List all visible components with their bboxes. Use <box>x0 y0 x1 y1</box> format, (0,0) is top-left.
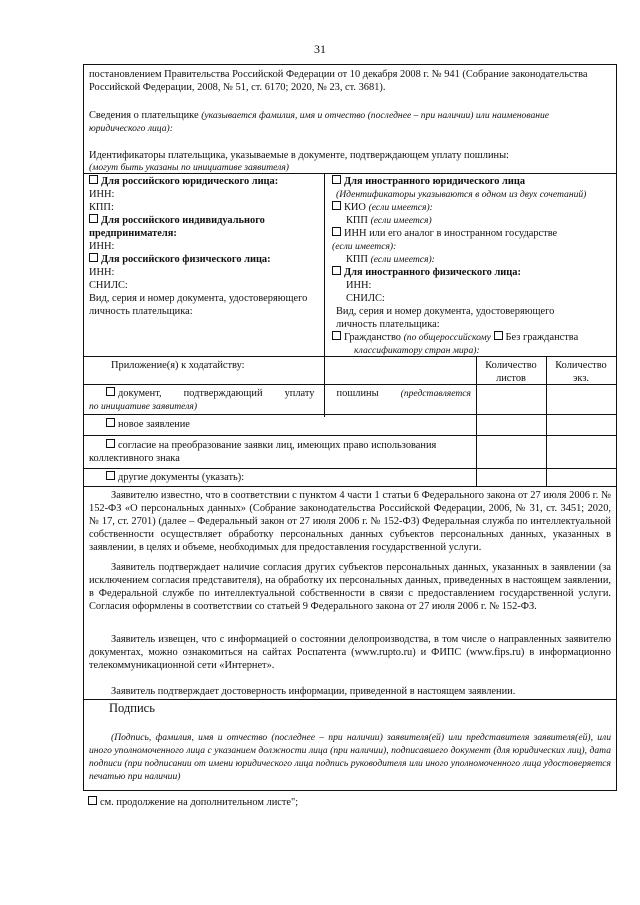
label-kpp-1: КПП: <box>89 202 114 213</box>
paragraph-consent: Заявитель подтверждает наличие согласия других субъектов персональных данных, указанных в заявлении (за исключением согласия представителя), на обработку их персональных данных, приведенных в настоящем заявлении, в Федеральной службе по интеллектуальной собственности в связи с предоставлением государственной услуги. Согласия оформлены в соответствии со статьей 9 Федерального закона от 27 июля 2006 г. № 152-ФЗ. <box>89 562 611 612</box>
identifiers-hint: (могут быть указаны по инициативе заявителя) <box>89 162 289 173</box>
paragraph-personal-data: Заявителю известно, что в соответствии с пунктом 4 части 1 статьи 6 Федерального закона от 27 июля 2006 г. № 152-ФЗ «О персональных данных» (Собрание законодательства Российской Федерации, 2006, № 31, ст. 3451; 2020, № 17, ст. 2701) (далее – Федеральный закон от 27 июля 2006 г. № 152-ФЗ) Федеральная служба по интеллектуальной собственности осуществляет обработку персональных данных субъектов персональных данных, указанных в заявлении, в целях и объеме, необходимых для предоставления государственной услуги. <box>89 490 611 553</box>
label-doc-right-2: личность плательщика: <box>336 319 440 330</box>
label-kpp-right-2: КПП <box>346 254 368 265</box>
classifier-hint: классификатору стран мира): <box>354 345 480 356</box>
row1-d: пошлины <box>336 388 379 399</box>
payer-label: Сведения о плательщике <box>89 110 199 121</box>
col-copies-2: экз. <box>572 373 590 384</box>
kio-hint: (если имеется): <box>368 202 433 213</box>
row3-a: согласие на преобразование заявки лиц, имеющих право использования <box>118 440 437 451</box>
label-kio: КИО <box>344 202 366 213</box>
label-kpp-right: КПП <box>346 215 368 226</box>
checkbox-ru-ip[interactable] <box>89 214 98 223</box>
paragraph-info: Заявитель извещен, что с информацией о состоянии делопроизводства, в том числе о направленных заявителю документах, можно ознакомиться на сайтах Роспатента (www.rupto.ru) и ФИПС (www.fips.ru) в информационно телекоммуникационной сети «Интернет». <box>89 634 611 671</box>
paragraph-confirm: Заявитель подтверждает достоверность информации, приведенной в настоящем заявлении. <box>111 686 516 697</box>
label-foreign-legal: Для иностранного юридического лица <box>344 176 526 187</box>
attachments-header: Приложение(я) к ходатайству: <box>111 360 245 371</box>
label-ru-ip-1: Для российского индивидуального <box>101 215 265 226</box>
label-snils-left: СНИЛС: <box>89 280 128 291</box>
continuation-label: см. продолжение на дополнительном листе"; <box>100 797 299 808</box>
label-ru-ip-2: предпринимателя: <box>89 228 177 239</box>
row2-label: новое заявление <box>118 419 190 430</box>
row4-label: другие документы (указать): <box>118 472 245 483</box>
kpp-right-hint: (если имеется) <box>370 215 432 226</box>
label-inn-1: ИНН: <box>89 189 115 200</box>
attachment-row-1 <box>106 387 471 400</box>
label-citizenship: Гражданство <box>344 332 401 343</box>
col-sheets-1: Количество <box>485 360 537 371</box>
checkbox-attachment-payment[interactable] <box>106 387 115 396</box>
intro-line-1: постановлением Правительства Российской Федерации от 10 декабря 2008 г. № 941 (Собрание законодательства <box>89 69 588 80</box>
row1-c: уплату <box>284 388 315 399</box>
checkbox-kio[interactable] <box>332 201 341 210</box>
inn-abroad-hint: (если имеется): <box>332 241 397 252</box>
label-ru-legal: Для российского юридического лица: <box>101 176 279 187</box>
form-frame <box>83 64 617 791</box>
checkbox-ru-legal[interactable] <box>89 175 98 184</box>
label-ru-phys: Для российского физического лица: <box>101 254 271 265</box>
col-sheets-2: листов <box>496 373 526 384</box>
checkbox-continuation[interactable] <box>88 796 97 805</box>
row3-b: коллективного знака <box>89 453 180 464</box>
row1-f: по инициативе заявителя) <box>89 401 198 412</box>
page-number: 31 <box>314 42 326 56</box>
label-inn-3: ИНН: <box>89 267 115 278</box>
intro-line-2: Российской Федерации, 2008, № 51, ст. 6170; 2020, № 23, ст. 3681). <box>89 82 386 93</box>
label-doc-left-2: личность плательщика: <box>89 306 193 317</box>
signature-hint: (Подпись, фамилия, имя и отчество (последнее – при наличии) заявителя(ей) или представителя заявителя(ей), или иного уполномоченного лица с указанием должности лица (при наличии), подписавшего документ (для юридических лиц), дата подписи (при подписании от имени юридического лица подпись руководителя или иного уполномоченного лица удостоверяется печатью при наличии) <box>89 732 611 782</box>
row1-a: документ, <box>118 388 162 399</box>
checkbox-attachment-consent[interactable] <box>106 439 115 448</box>
label-inn-2: ИНН: <box>89 241 115 252</box>
row1-e: (представляется <box>400 388 471 399</box>
label-inn-right: ИНН: <box>346 280 372 291</box>
checkbox-citizenship[interactable] <box>332 331 341 340</box>
payer-hint: (указывается фамилия, имя и отчество (последнее – при наличии) или наименование <box>201 110 550 121</box>
identifiers-line: Идентификаторы плательщика, указываемые в документе, подтверждающем уплату пошлины: <box>89 150 509 161</box>
citizenship-hint: (по общероссийскому <box>403 332 491 343</box>
signature-title: Подпись <box>109 701 155 715</box>
label-foreign-phys: Для иностранного физического лица: <box>344 267 521 278</box>
foreign-legal-hint: (Идентификаторы указываются в одном из двух сочетаний) <box>336 189 587 200</box>
payer-hint-2: юридического лица): <box>89 123 173 134</box>
checkbox-attachment-new[interactable] <box>106 418 115 427</box>
checkbox-attachment-other[interactable] <box>106 471 115 480</box>
label-inn-abroad: ИНН или его аналог в иностранном государстве <box>344 228 558 239</box>
checkbox-inn-abroad[interactable] <box>332 227 341 236</box>
row1-b: подтверждающий <box>183 388 263 399</box>
label-doc-right-1: Вид, серия и номер документа, удостоверяющего <box>336 306 555 317</box>
checkbox-ru-phys[interactable] <box>89 253 98 262</box>
checkbox-stateless[interactable] <box>494 331 503 340</box>
checkbox-foreign-phys[interactable] <box>332 266 341 275</box>
label-doc-left-1: Вид, серия и номер документа, удостоверяющего <box>89 293 308 304</box>
kpp-right-2-hint: (если имеется): <box>370 254 435 265</box>
label-stateless: Без гражданства <box>505 332 579 343</box>
label-snils-right: СНИЛС: <box>346 293 385 304</box>
column-divider <box>324 173 325 417</box>
col-copies-1: Количество <box>555 360 607 371</box>
checkbox-foreign-legal[interactable] <box>332 175 341 184</box>
